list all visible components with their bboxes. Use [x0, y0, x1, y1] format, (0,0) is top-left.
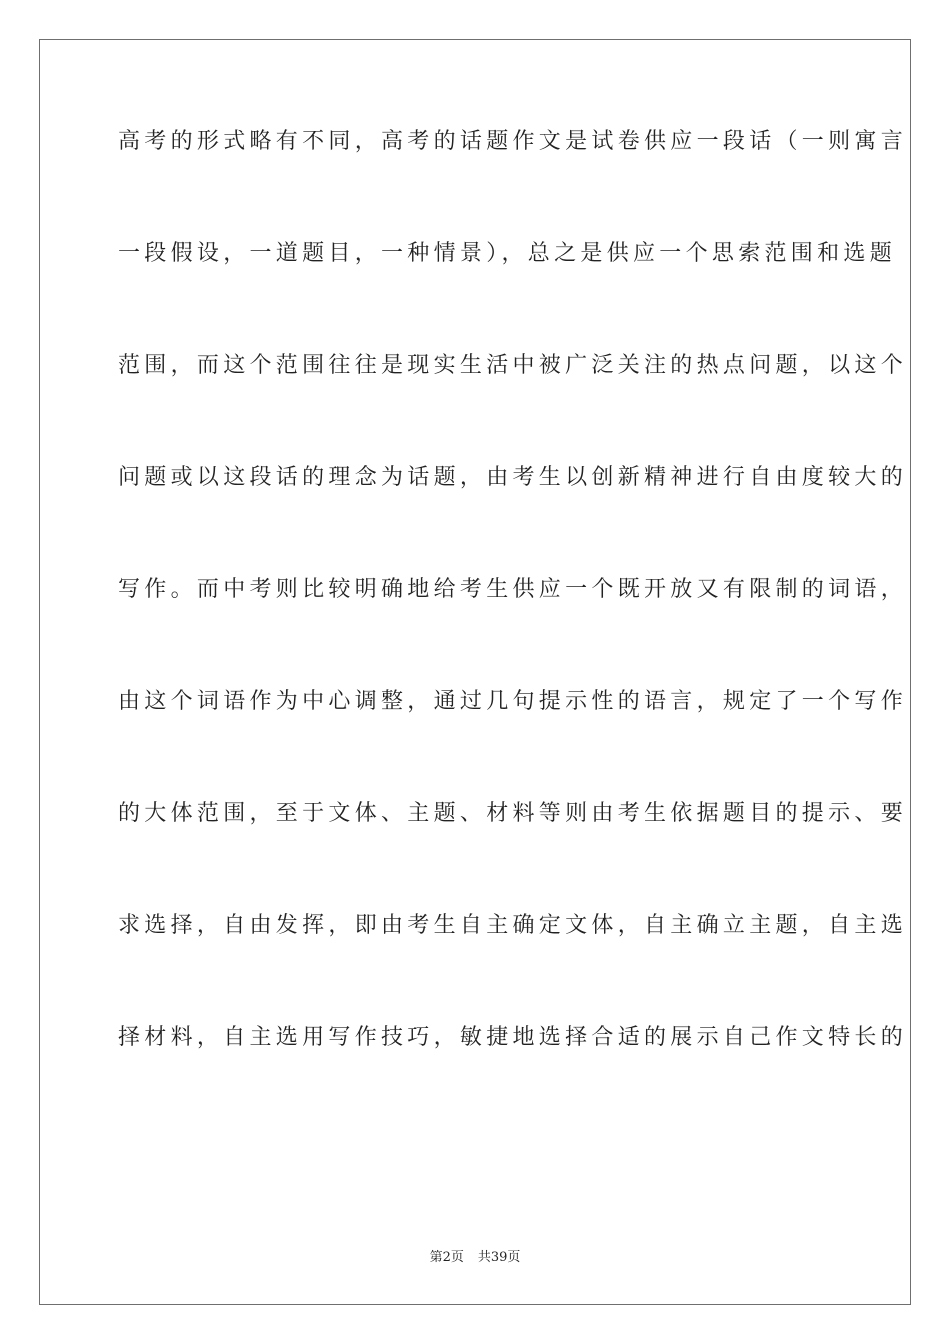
text-line: 择材料，自主选用写作技巧，敏捷地选择合适的展示自己作文特长的 — [118, 1025, 908, 1050]
text-line: 问题或以这段话的理念为话题，由考生以创新精神进行自由度较大的 — [118, 465, 908, 490]
text-line: 由这个词语作为中心调整，通过几句提示性的语言，规定了一个写作 — [118, 689, 908, 714]
page-footer — [0, 1250, 950, 1266]
page-total: 共39页 — [477, 1250, 521, 1265]
document-body — [118, 128, 908, 1136]
text-line: 求选择，自由发挥，即由考生自主确定文体，自主确立主题，自主选 — [118, 913, 908, 938]
text-line: 的大体范围，至于文体、主题、材料等则由考生依据题目的提示、要 — [118, 801, 908, 826]
text-line: 写作。而中考则比较明确地给考生供应一个既开放又有限制的词语， — [118, 577, 908, 602]
text-line: 一段假设，一道题目，一种情景），总之是供应一个思索范围和选题 — [118, 241, 897, 266]
page-number: 第2页 — [429, 1250, 464, 1265]
text-line: 高考的形式略有不同，高考的话题作文是试卷供应一段话（一则寓言 — [118, 129, 908, 154]
text-line: 范围，而这个范围往往是现实生活中被广泛关注的热点问题，以这个 — [118, 353, 908, 378]
